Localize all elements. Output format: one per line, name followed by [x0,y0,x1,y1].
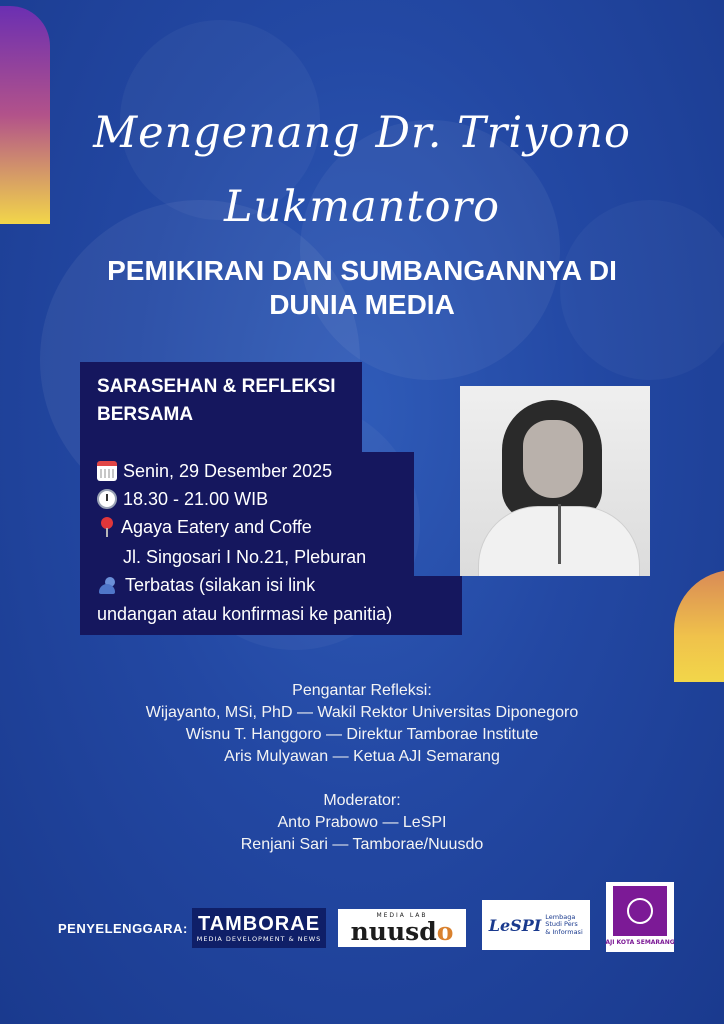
event-venue: Agaya Eatery and Coffe [121,517,312,537]
moderator-item: Anto Prabowo — LeSPI [277,814,447,831]
nuusdo-o: o [436,916,454,946]
people-icon [97,575,119,595]
moderator-label: Moderator: [323,792,401,809]
pin-icon [101,517,113,537]
event-address: Jl. Singosari I No.21, Pleburan [123,547,367,567]
lespi-description: Lembaga Studi Pers & Informasi [545,912,583,936]
poster-subtitle: PEMIKIRAN DAN SUMBANGANNYA DI DUNIA MEDIA [107,255,617,320]
calendar-icon [97,461,117,481]
nuusdo-logo [338,909,466,947]
tamborae-logo [192,908,326,948]
lespi-name: LeSPI [488,915,542,935]
speakers-label: Pengantar Refleksi: [292,682,432,699]
event-quota-note: undangan atau konfirmasi ke panitia) [97,604,393,624]
event-heading: SARASEHAN & REFLEKSI BERSAMA [97,376,336,425]
event-date-row [97,458,332,484]
speakers-section [60,680,664,856]
event-date: Senin, 29 Desember 2025 [123,461,333,481]
accent-shape-right [674,570,724,682]
speaker-photo [460,386,650,576]
event-venue-row [97,514,312,540]
nuusdo-small: MEDIA LAB [376,911,428,919]
poster-title: Mengenang Dr. Triyono Lukmantoro [93,108,631,232]
nuusdo-name: nuusd [350,916,437,946]
event-time: 18.30 - 21.00 WIB [123,489,269,509]
tamborae-tagline: MEDIA DEVELOPMENT & NEWS [196,935,322,943]
lespi-logo [482,900,590,950]
speaker-item: Wijayanto, MSi, PhD — Wakil Rektor Universitas Diponegoro [145,704,579,721]
moderator-item: Renjani Sari — Tamborae/Nuusdo [240,836,484,853]
aji-emblem [613,886,667,936]
clock-icon [97,489,117,509]
event-quota-row [97,572,315,598]
tamborae-name: TAMBORAE [197,913,321,935]
organizers-label: PENYELENGGARA: [58,921,188,936]
aji-caption: AJI KOTA SEMARANG [605,939,675,946]
speaker-item: Wisnu T. Hanggoro — Direktur Tamborae Institute [185,726,539,743]
event-time-row [97,486,268,512]
speaker-item: Aris Mulyawan — Ketua AJI Semarang [224,748,500,765]
aji-logo [606,882,674,952]
event-quota: Terbatas (silakan isi link [125,575,316,595]
